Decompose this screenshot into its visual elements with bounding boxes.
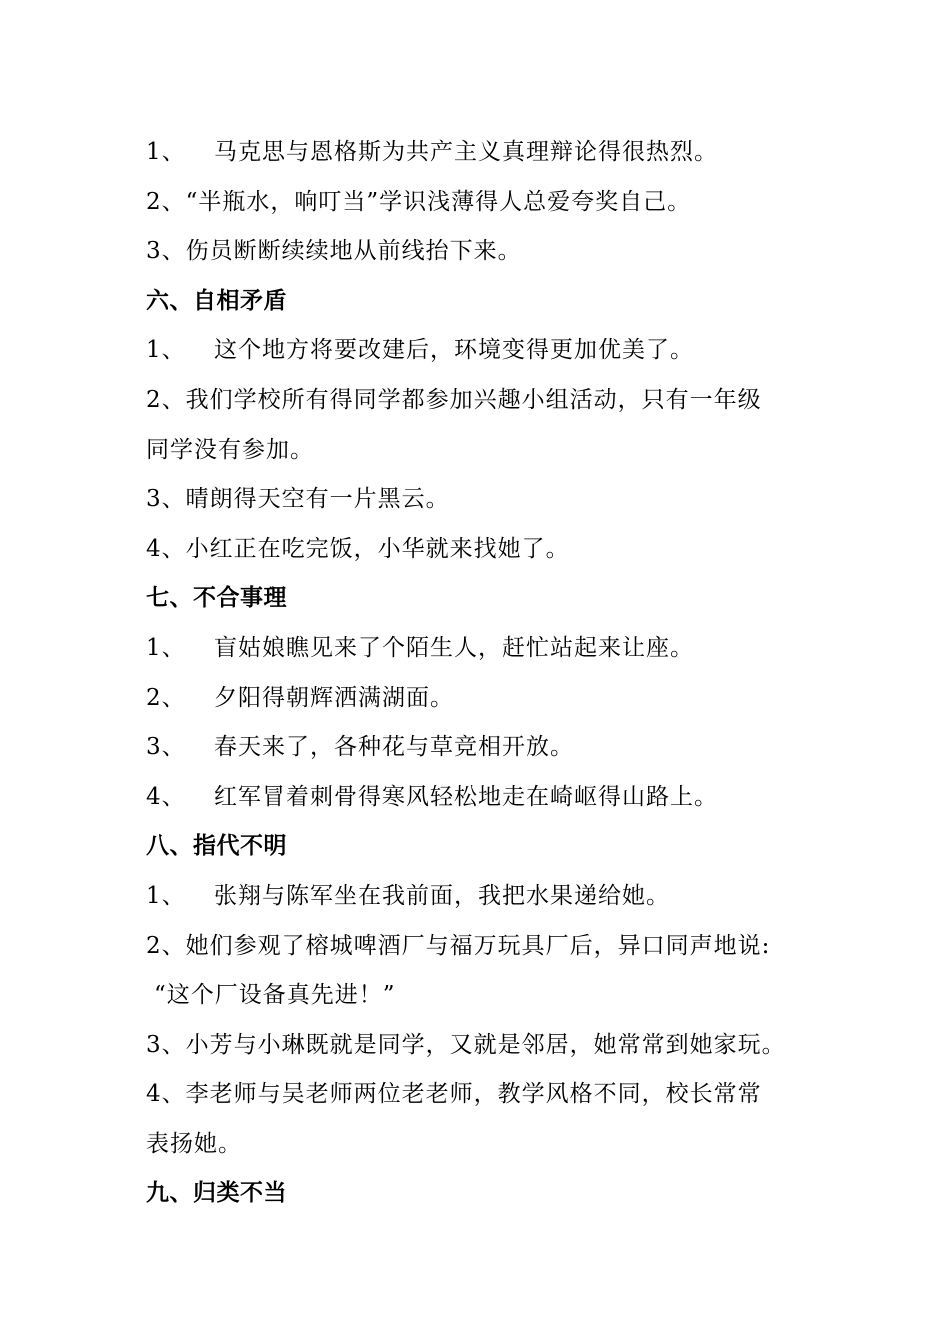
- item-text: 表扬她。: [146, 1130, 242, 1157]
- item-number: 2、: [146, 684, 186, 711]
- list-item-continuation: [146, 1120, 826, 1170]
- item-text: 春天来了，各种花与草竞相开放。: [214, 734, 574, 761]
- item-number: 3、: [146, 1031, 186, 1058]
- item-number: 2、: [146, 188, 186, 215]
- item-text: 红军冒着刺骨得寒风轻松地走在崎岖得山路上。: [214, 783, 718, 810]
- list-item: [146, 922, 826, 972]
- document-body: [146, 128, 826, 1219]
- section-heading: 七、不合事理: [146, 585, 287, 612]
- item-text: 盲姑娘瞧见来了个陌生人，赶忙站起来让座。: [214, 634, 694, 661]
- item-text: 夕阳得朝辉洒满湖面。: [214, 684, 454, 711]
- item-number: 1、: [146, 337, 186, 364]
- list-item: [146, 872, 826, 922]
- item-number: 2、: [146, 386, 186, 413]
- item-number: 2、: [146, 932, 186, 959]
- item-number: 1、: [146, 634, 186, 661]
- list-item: [146, 376, 826, 426]
- item-text: 同学没有参加。: [146, 436, 314, 463]
- item-text: 马克思与恩格斯为共产主义真理辩论得很热烈。: [214, 139, 718, 165]
- list-item: [146, 475, 826, 525]
- item-text: 小芳与小琳既就是同学，又就是邻居，她常常到她家玩。: [185, 1031, 786, 1058]
- list-item-continuation: [146, 971, 826, 1021]
- list-item: [146, 326, 826, 376]
- section-heading: 八、指代不明: [146, 833, 287, 860]
- item-number: 3、: [146, 486, 186, 513]
- item-number: 4、: [146, 1081, 186, 1108]
- item-number: 3、: [146, 734, 186, 761]
- item-text: 伤员断断续续地从前线抬下来。: [185, 238, 522, 265]
- list-item: [146, 227, 826, 277]
- item-text: 我们学校所有得同学都参加兴趣小组活动，只有一年级: [185, 386, 762, 413]
- section-heading: 六、自相矛盾: [146, 287, 287, 314]
- list-item: [146, 178, 826, 228]
- item-text: 张翔与陈军坐在我前面，我把水果递给她。: [214, 882, 670, 909]
- item-text: 晴朗得天空有一片黑云。: [185, 486, 450, 513]
- item-number: 3、: [146, 238, 186, 265]
- item-text: “这个厂设备真先进！”: [154, 982, 396, 1009]
- item-number: 4、: [146, 783, 186, 810]
- item-number: 1、: [146, 139, 186, 165]
- item-text: “半瓶水，响叮当”学识浅薄得人总爱夸奖自己。: [185, 188, 692, 215]
- item-text: 她们参观了榕城啤酒厂与福万玩具厂后，异口同声地说:: [185, 932, 771, 959]
- item-text: 这个地方将要改建后，环境变得更加优美了。: [214, 337, 694, 364]
- list-item: [146, 674, 826, 724]
- item-text: 小红正在吃完饭，小华就来找她了。: [185, 535, 570, 562]
- list-item-continuation: [146, 426, 826, 476]
- item-text: 李老师与吴老师两位老老师，教学风格不同，校长常常: [185, 1081, 762, 1108]
- list-item: [146, 128, 826, 178]
- list-item: [146, 525, 826, 575]
- list-item: [146, 773, 826, 823]
- item-number: 4、: [146, 535, 186, 562]
- section-heading: 九、归类不当: [146, 1180, 287, 1207]
- list-item: [146, 1070, 826, 1120]
- item-number: 1、: [146, 882, 186, 909]
- list-item: [146, 1021, 826, 1071]
- list-item: [146, 723, 826, 773]
- list-item: [146, 624, 826, 674]
